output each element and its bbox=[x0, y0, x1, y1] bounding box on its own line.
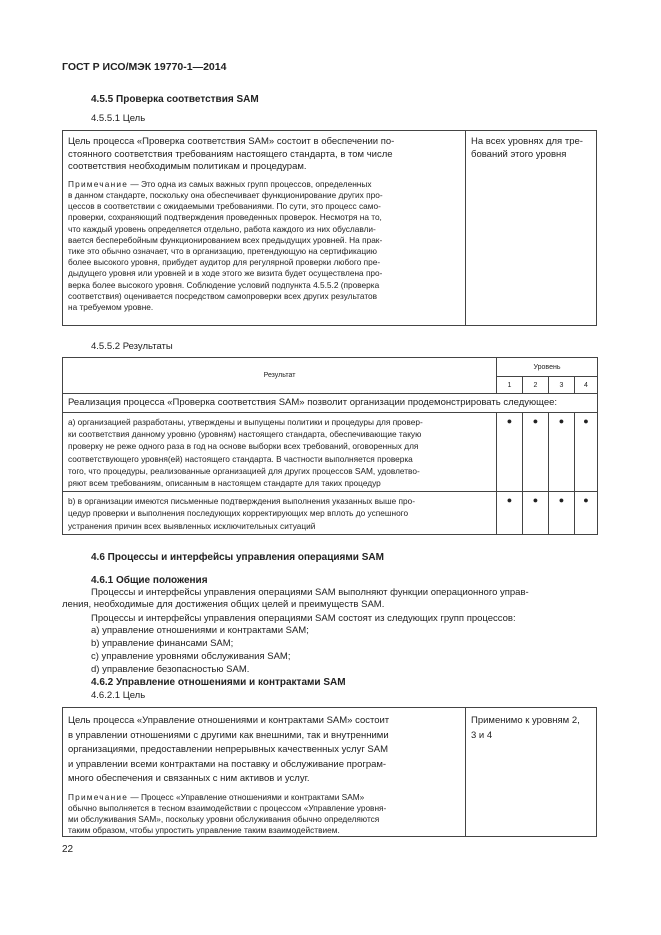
note-line: тике это обычно означает, что в организацию, претендующую на сертификацию bbox=[68, 246, 378, 256]
goal-line: и управлении всеми контрактами на поставку и обслуживание програм- bbox=[68, 758, 387, 770]
list-item: b) управление финансами SAM; bbox=[91, 638, 234, 649]
note-line: на требуемом уровне. bbox=[68, 302, 154, 313]
note-line: в данном стандарте, поскольку она обеспечивает функционирование других про- bbox=[68, 189, 383, 200]
levels-cell bbox=[466, 131, 597, 326]
subsection-4-6-2-1-title: 4.6.2.1 Цель bbox=[91, 690, 146, 701]
row-a-line: того, что процедуры, реализованные организацией для других процессов SAM, удовлетво- bbox=[68, 465, 420, 476]
section-4-6-title: 4.6 Процессы и интерфейсы управления операциями SAM bbox=[91, 552, 384, 563]
list-item: d) управление безопасностью SAM. bbox=[91, 664, 250, 675]
bullet-b-2: ● bbox=[523, 492, 549, 535]
note-line: проверки, сохраняющий подтверждения проведенных проверок. Несмотря на то, bbox=[68, 212, 382, 223]
subsection-4-6-2-title: 4.6.2 Управление отношениями и контрактами SAM bbox=[91, 677, 346, 688]
row-a-line: проверку не реже одного раза в год на основе выборки всех требований, оговоренных для bbox=[68, 441, 419, 452]
subsection-4-6-1-title: 4.6.1 Общие положения bbox=[91, 575, 208, 586]
goal-cell bbox=[63, 708, 466, 837]
note-line: таким образом, чтобы упростить управление таким взаимодействием. bbox=[68, 825, 340, 836]
bullet-b-3: ● bbox=[549, 492, 575, 535]
subsection-4-5-5-1-title: 4.5.5.1 Цель bbox=[91, 113, 146, 124]
note-line: верка более высокого уровня. Соблюдение условий подпункта 4.5.5.2 (проверка bbox=[68, 279, 380, 290]
page-number: 22 bbox=[62, 844, 74, 855]
row-a-line: ки соответствия данному уровню (уровням) настоящего стандарта, обеспечивающие такую bbox=[68, 429, 422, 440]
row-a-line: ряют всем требованиям, описанным в настоящем стандарте для таких процедур bbox=[68, 478, 381, 489]
note-line: Примечание — Это одна из самых важных групп процессов, определенных bbox=[68, 178, 372, 189]
list-item: c) управление уровнями обслуживания SAM; bbox=[91, 651, 291, 662]
bullet-a-3: ● bbox=[549, 413, 575, 492]
levels-line: На всех уровнях для тре- bbox=[471, 136, 583, 147]
goal-line: в управлении отношениями с другими как внешними, так и внутренними bbox=[68, 729, 389, 741]
result-row-a bbox=[63, 413, 497, 492]
levels-line: бований этого уровня bbox=[471, 148, 567, 160]
goal-table-4-6-2 bbox=[62, 707, 597, 837]
note-label: Примечание bbox=[68, 178, 129, 189]
results-intro: Реализация процесса «Проверка соответствия SAM» позволит организации продемонстрировать следующее: bbox=[63, 394, 598, 413]
note-line: дыдущего уровня или уровней и в ходе этого же визита будет осуществлена про- bbox=[68, 268, 383, 279]
goal-line: соответствия необходимым политикам и процедурам. bbox=[68, 161, 307, 173]
levels-line: 3 и 4 bbox=[471, 729, 493, 741]
goal-line: Цель процесса «Проверка соответствия SAM» состоит в обеспечении по- bbox=[68, 136, 395, 147]
section-4-5-5-title: 4.5.5 Проверка соответствия SAM bbox=[91, 94, 259, 105]
level-4-header: 4 bbox=[575, 377, 598, 394]
row-b-line: цедур проверки и выполнения последующих корректирующих мер вплоть до успешного bbox=[68, 508, 409, 519]
note-line: цессов в соответствии с ожидаемыми требованиями. По сути, это процесс само- bbox=[68, 201, 381, 212]
paragraph-line: Процессы и интерфейсы управления операциями SAM состоят из следующих групп процессов: bbox=[91, 613, 516, 624]
result-row-b bbox=[63, 492, 497, 535]
goal-cell bbox=[63, 131, 466, 326]
list-item: а) управление отношениями и контрактами SAM; bbox=[91, 625, 309, 636]
row-b-line: b) в организации имеются письменные подтверждения выполнения указанных выше про- bbox=[68, 496, 416, 507]
goal-line: организациями, предоставлении непрерывных качественных услуг SAM bbox=[68, 744, 389, 755]
levels-line: Применимо к уровням 2, bbox=[471, 715, 580, 726]
goal-line: стоянного соответствия требованиям настоящего стандарта, в том числе bbox=[68, 148, 393, 160]
subsection-4-5-5-2-title: 4.5.5.2 Результаты bbox=[91, 341, 173, 352]
document-header: ГОСТ Р ИСО/МЭК 19770-1—2014 bbox=[62, 61, 227, 73]
levels-cell bbox=[466, 708, 597, 837]
note-label: Примечание bbox=[68, 791, 129, 802]
bullet-a-1: ● bbox=[497, 413, 523, 492]
note-line: соответствия) оценивается посредством самопроверки всех других результатов bbox=[68, 290, 378, 301]
note-line: Примечание — Процесс «Управление отношениями и контрактами SAM» bbox=[68, 791, 365, 802]
level-1-header: 1 bbox=[497, 377, 523, 394]
bullet-b-4: ● bbox=[575, 492, 598, 535]
paragraph-line: ления, необходимые для достижения общих целей и преимуществ SAM. bbox=[62, 599, 385, 610]
goal-table-4-5-5 bbox=[62, 130, 597, 326]
level-3-header: 3 bbox=[549, 377, 575, 394]
results-table bbox=[62, 357, 598, 535]
note-line: вается бесперебойным функционированием всех предыдущих уровней. На прак- bbox=[68, 234, 383, 245]
note-line: что каждый уровень определяется отдельно, работа каждого из них обуславли- bbox=[68, 223, 376, 234]
paragraph-line: Процессы и интерфейсы управления операциями SAM выполняют функции операционного управ- bbox=[91, 587, 529, 598]
note-line: ми обслуживания SAM», поскольку уровни обслуживания обычно определяются bbox=[68, 813, 380, 824]
result-column-header: Результат bbox=[63, 358, 497, 394]
note-line: более высокого уровня, прибудет аудитор для регулярной проверки любого пре- bbox=[68, 257, 381, 268]
row-a-line: соответствующего уровня(ей) настоящего стандарта. В частности выполняется проверка bbox=[68, 453, 413, 464]
bullet-a-2: ● bbox=[523, 413, 549, 492]
bullet-b-1: ● bbox=[497, 492, 523, 535]
level-2-header: 2 bbox=[523, 377, 549, 394]
goal-line: много обеспечения и связанных с ним активов и услуг. bbox=[68, 773, 310, 784]
row-b-line: устранения причин всех выявленных исключительных ситуаций bbox=[68, 520, 316, 531]
note-line: обычно выполняется в тесном взаимодействии с процессом «Управление уровня- bbox=[68, 802, 387, 813]
bullet-a-4: ● bbox=[575, 413, 598, 492]
goal-line: Цель процесса «Управление отношениями и контрактами SAM» состоит bbox=[68, 715, 390, 726]
level-column-header: Уровень bbox=[497, 358, 598, 377]
row-a-line: а) организацией разработаны, утверждены и выпущены политики и процедуры для провер- bbox=[68, 417, 423, 427]
